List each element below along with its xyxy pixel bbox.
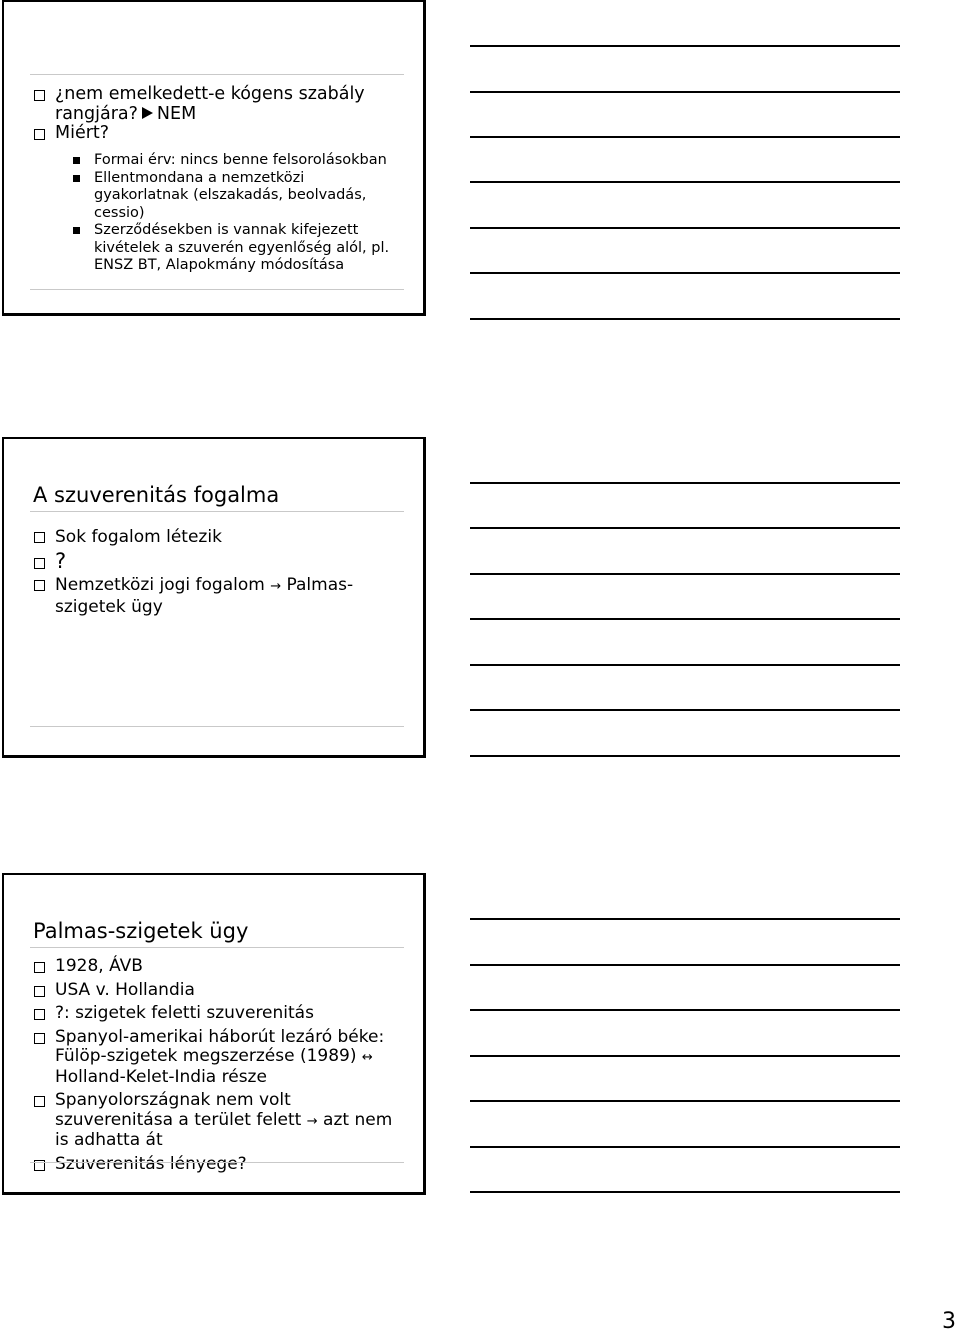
sub-list-item xyxy=(30,222,402,275)
item-text: USA v. Hollandia xyxy=(55,979,195,1000)
notes-line xyxy=(470,1191,900,1193)
slide-title: Palmas-szigetek ügy xyxy=(33,919,249,943)
list-item xyxy=(32,575,402,617)
notes-line xyxy=(470,1100,900,1102)
arrow-right-icon: → xyxy=(270,579,282,594)
notes-line xyxy=(470,318,900,320)
notes-line xyxy=(470,573,900,575)
notes-line xyxy=(470,482,900,484)
notes-line xyxy=(470,527,900,529)
title-divider xyxy=(30,511,404,512)
notes-line xyxy=(470,1055,900,1057)
footer-divider xyxy=(30,726,404,727)
item-text: Nemzetközi jogi fogalom xyxy=(55,575,265,595)
item-text: Spanyol-amerikai háborút lezáró béke: Fülöp-szigetek megszerzése (1989) xyxy=(55,1026,385,1066)
slide-3 xyxy=(2,873,426,1195)
notes-line xyxy=(470,91,900,93)
item-text-continued: azt nem is adhatta át xyxy=(55,1109,393,1150)
notes-line xyxy=(470,1146,900,1148)
arrow-right-icon xyxy=(142,107,153,119)
notes-line xyxy=(470,755,900,757)
list-item xyxy=(32,957,402,977)
hollow-square-bullet-icon xyxy=(34,129,45,140)
notes-line xyxy=(470,227,900,229)
hollow-square-bullet-icon xyxy=(34,532,45,543)
slide-2 xyxy=(2,437,426,758)
item-text: ? xyxy=(55,549,67,573)
slide-1-list xyxy=(32,85,402,144)
sub-item-text: Ellentmondana a nemzetközi gyakorlatnak (elszakadás, beolvadás, cessio) xyxy=(94,169,367,221)
slide-1 xyxy=(2,0,426,316)
title-divider xyxy=(30,74,404,75)
notes-line xyxy=(470,918,900,920)
item-text: Spanyolországnak nem volt szuverenitása a terület felett xyxy=(55,1090,302,1130)
filled-square-bullet-icon xyxy=(73,227,80,234)
footer-divider xyxy=(30,1162,404,1163)
sub-item-text: Szerződésekben is vannak kifejezett kivételek a szuverén egyenlőség alól, pl. ENSZ BT, Alapokmány módosítása xyxy=(94,222,390,273)
item-text: Sok fogalom létezik xyxy=(55,527,222,547)
item-text: Szuverenitás lényege? xyxy=(55,1153,247,1174)
item-text: ¿nem emelkedett-e kógens szabály rangjára? xyxy=(55,84,365,124)
arrow-both-icon: ↔ xyxy=(361,1050,373,1065)
filled-square-bullet-icon xyxy=(73,157,80,164)
hollow-square-bullet-icon xyxy=(34,558,45,569)
notes-line xyxy=(470,709,900,711)
notes-line xyxy=(470,136,900,138)
hollow-square-bullet-icon xyxy=(34,90,45,101)
notes-line xyxy=(470,1009,900,1011)
list-item xyxy=(32,1004,402,1024)
list-item xyxy=(32,85,402,124)
list-item xyxy=(32,527,402,547)
notes-line xyxy=(470,618,900,620)
item-text-continued: Palmas-szigetek ügy xyxy=(55,575,354,617)
title-divider xyxy=(30,947,404,948)
hollow-square-bullet-icon xyxy=(34,1033,45,1044)
hollow-square-bullet-icon xyxy=(34,580,45,591)
hollow-square-bullet-icon xyxy=(34,1009,45,1020)
list-item xyxy=(32,1091,402,1151)
item-text: ?: szigetek feletti szuverenitás xyxy=(55,1003,314,1023)
list-item xyxy=(32,124,402,144)
list-item xyxy=(32,1155,402,1175)
list-item xyxy=(32,1028,402,1088)
filled-square-bullet-icon xyxy=(73,175,80,182)
notes-line xyxy=(470,181,900,183)
list-item xyxy=(32,981,402,1001)
page-number: 3 xyxy=(942,1309,956,1334)
sub-list-item xyxy=(30,152,402,170)
item-text: Miért? xyxy=(55,123,110,143)
slide-title: A szuverenitás fogalma xyxy=(33,483,280,507)
notes-line xyxy=(470,664,900,666)
slide-3-list xyxy=(32,957,402,1174)
sub-item-text: Formai érv: nincs benne felsorolásokban xyxy=(94,152,387,168)
arrow-right-icon: → xyxy=(306,1113,318,1129)
slide-1-sublist xyxy=(30,152,402,275)
notes-line xyxy=(470,964,900,966)
hollow-square-bullet-icon xyxy=(34,986,45,997)
item-answer: NEM xyxy=(156,103,197,124)
slide-2-list xyxy=(32,527,402,617)
notes-line xyxy=(470,272,900,274)
notes-line xyxy=(470,45,900,47)
item-text: 1928, ÁVB xyxy=(55,956,143,976)
sub-list-item xyxy=(30,170,402,223)
item-text-continued: Holland-Kelet-India része xyxy=(55,1066,267,1087)
list-item xyxy=(32,551,402,571)
footer-divider xyxy=(30,289,404,290)
hollow-square-bullet-icon xyxy=(34,962,45,973)
hollow-square-bullet-icon xyxy=(34,1096,45,1107)
